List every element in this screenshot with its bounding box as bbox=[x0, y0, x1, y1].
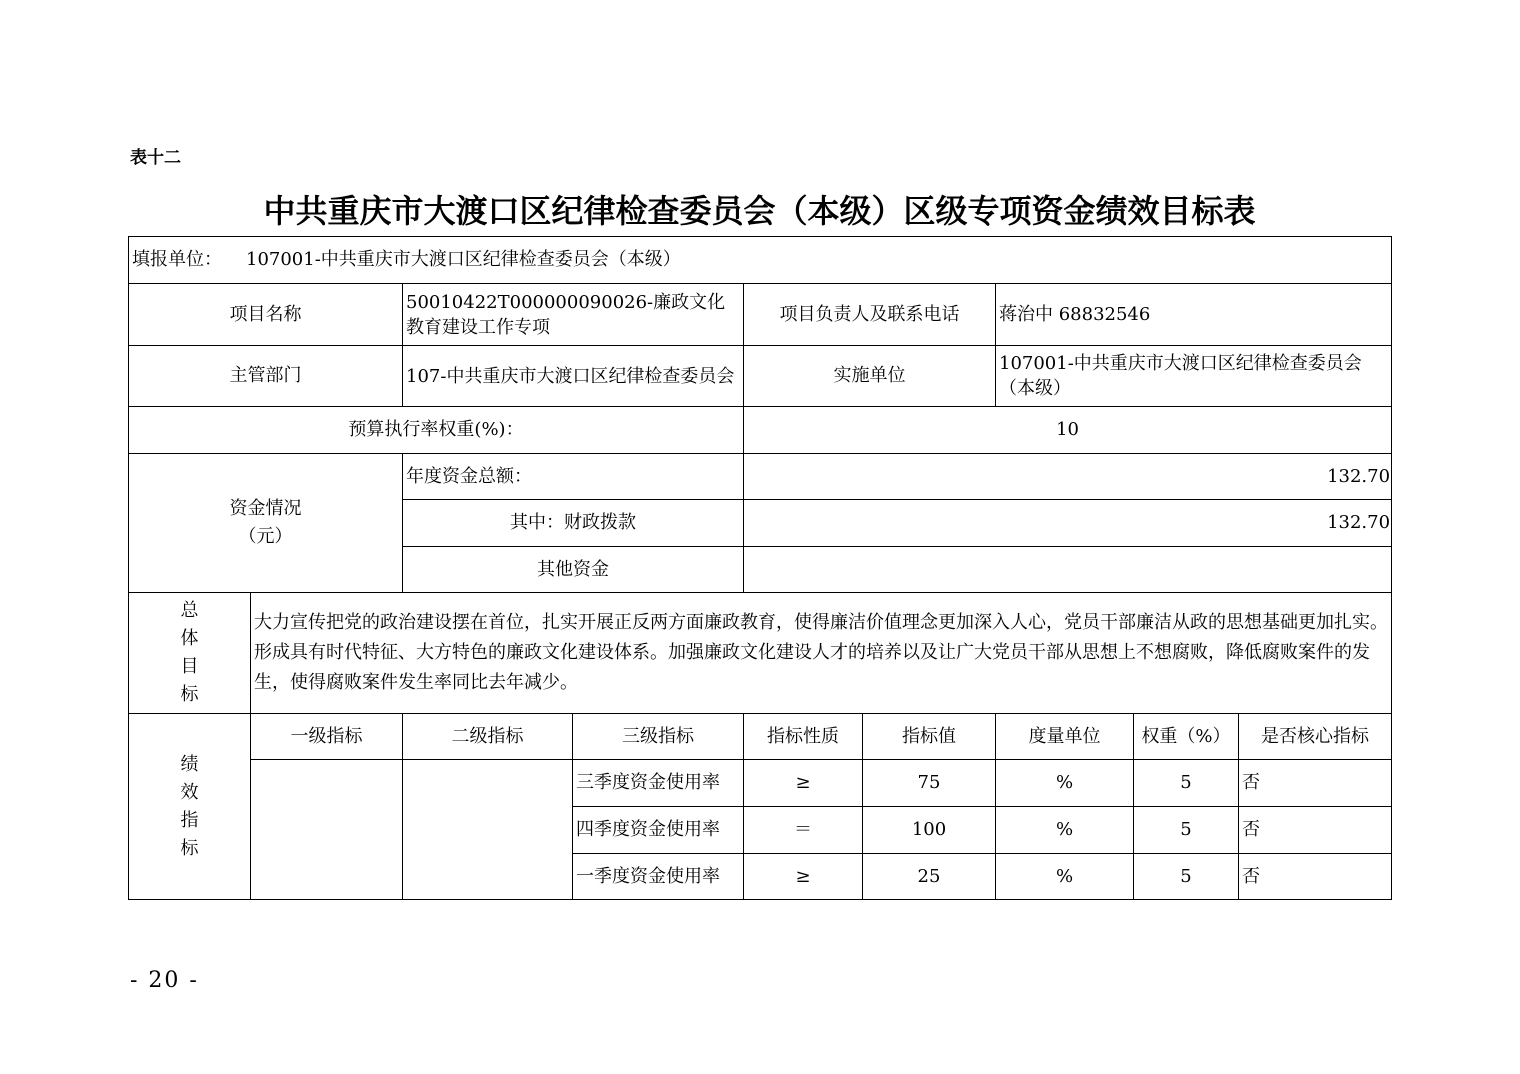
project-name-row bbox=[129, 284, 1392, 346]
overall-goal-label bbox=[129, 593, 251, 714]
other-funds-value bbox=[744, 547, 1392, 593]
fill-unit-cell bbox=[129, 237, 1392, 284]
annual-total-row bbox=[129, 454, 1392, 500]
goal-char: 目 bbox=[180, 656, 199, 677]
level3-indicator: 四季度资金使用率 bbox=[573, 807, 744, 854]
indicator-nature: ≥ bbox=[744, 854, 863, 900]
indicator-char: 指 bbox=[180, 809, 199, 831]
indicator-weight: 5 bbox=[1134, 854, 1239, 900]
fiscal-label: 其中：财政拨款 bbox=[403, 500, 744, 547]
funds-label-line1: 资金情况 bbox=[229, 498, 302, 519]
col-header: 度量单位 bbox=[996, 714, 1134, 760]
indicator-value: 100 bbox=[863, 807, 996, 854]
project-name-value: 50010422T000000090026-廉政文化教育建设工作专项 bbox=[403, 284, 744, 346]
level3-indicator: 一季度资金使用率 bbox=[573, 854, 744, 900]
indicator-value: 75 bbox=[863, 760, 996, 807]
impl-unit-label: 实施单位 bbox=[744, 346, 996, 407]
indicator-char: 标 bbox=[180, 837, 199, 859]
indicator-nature: ＝ bbox=[744, 807, 863, 854]
indicator-header-row bbox=[129, 714, 1392, 760]
funds-label bbox=[129, 454, 403, 593]
col-header: 权重（%） bbox=[1134, 714, 1239, 760]
indicator-core: 否 bbox=[1239, 760, 1392, 807]
budget-rate-row bbox=[129, 407, 1392, 454]
document-title: 中共重庆市大渡口区纪律检查委员会（本级）区级专项资金绩效目标表 bbox=[263, 192, 1256, 230]
project-lead-label: 项目负责人及联系电话 bbox=[744, 284, 996, 346]
level1-indicator bbox=[251, 760, 403, 900]
indicator-char: 效 bbox=[180, 781, 199, 803]
level2-indicator bbox=[403, 760, 573, 900]
budget-rate-label: 预算执行率权重(%)： bbox=[129, 407, 744, 454]
project-lead-value: 蒋治中 68832546 bbox=[996, 284, 1392, 346]
indicator-core: 否 bbox=[1239, 854, 1392, 900]
department-row bbox=[129, 346, 1392, 407]
indicator-core: 否 bbox=[1239, 807, 1392, 854]
col-header: 三级指标 bbox=[573, 714, 744, 760]
fill-unit-label: 填报单位： bbox=[132, 249, 222, 270]
indicator-weight: 5 bbox=[1134, 760, 1239, 807]
col-header: 二级指标 bbox=[403, 714, 573, 760]
col-header: 是否核心指标 bbox=[1239, 714, 1392, 760]
fill-unit-row bbox=[129, 237, 1392, 284]
dept-value: 107-中共重庆市大渡口区纪律检查委员会 bbox=[403, 346, 744, 407]
col-header: 一级指标 bbox=[251, 714, 403, 760]
goal-char: 总 bbox=[180, 600, 199, 621]
funds-label-line2: （元） bbox=[238, 526, 293, 547]
dept-label: 主管部门 bbox=[129, 346, 403, 407]
other-funds-label: 其他资金 bbox=[403, 547, 744, 593]
table-row bbox=[129, 760, 1392, 807]
project-name-label: 项目名称 bbox=[129, 284, 403, 346]
level3-indicator: 三季度资金使用率 bbox=[573, 760, 744, 807]
impl-unit-value: 107001-中共重庆市大渡口区纪律检查委员会（本级） bbox=[996, 346, 1392, 407]
indicator-unit: % bbox=[996, 854, 1134, 900]
fill-unit-value: 107001-中共重庆市大渡口区纪律检查委员会（本级） bbox=[246, 249, 681, 270]
annual-total-value: 132.70 bbox=[744, 454, 1392, 500]
indicator-char: 绩 bbox=[180, 753, 199, 775]
indicator-value: 25 bbox=[863, 854, 996, 900]
page-number: - 20 - bbox=[130, 968, 199, 993]
indicator-label bbox=[129, 714, 251, 900]
fiscal-value: 132.70 bbox=[744, 500, 1392, 547]
col-header: 指标性质 bbox=[744, 714, 863, 760]
indicator-unit: % bbox=[996, 760, 1134, 807]
budget-rate-value: 10 bbox=[744, 407, 1392, 454]
indicator-unit: % bbox=[996, 807, 1134, 854]
table-label: 表十二 bbox=[130, 148, 181, 168]
col-header: 指标值 bbox=[863, 714, 996, 760]
goal-char: 体 bbox=[180, 628, 199, 649]
indicator-weight: 5 bbox=[1134, 807, 1239, 854]
goal-char: 标 bbox=[180, 684, 199, 705]
overall-goal-text: 大力宣传把党的政治建设摆在首位，扎实开展正反两方面廉政教育，使得廉洁价值理念更加深入人心，党员干部廉洁从政的思想基础更加扎实。形成具有时代特征、大方特色的廉政文化建设体系。加强廉政文化建设人才的培养以及让广大党员干部从思想上不想腐败，降低腐败案件的发生，使得腐败案件发生率同比去年减少。 bbox=[251, 593, 1392, 714]
indicator-nature: ≥ bbox=[744, 760, 863, 807]
annual-total-label: 年度资金总额： bbox=[403, 454, 744, 500]
performance-target-table bbox=[128, 236, 1392, 900]
overall-goal-row bbox=[129, 593, 1392, 714]
